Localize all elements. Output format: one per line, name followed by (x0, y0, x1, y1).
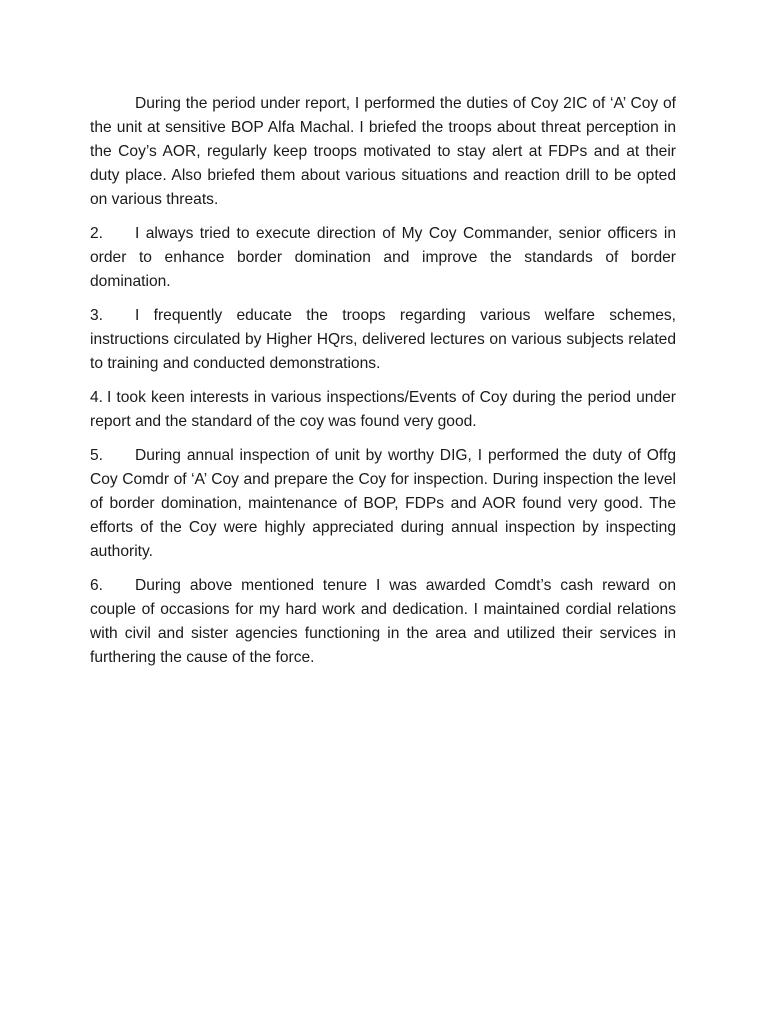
document-body (90, 92, 676, 680)
paragraph-3-number: 3. (90, 307, 104, 324)
paragraph-3 (90, 304, 676, 376)
paragraph-2-number: 2. (90, 225, 104, 242)
paragraph-4 (90, 386, 676, 434)
paragraph-5-text: During annual inspection of unit by worthy DIG, I performed the duty of Offg Coy Comdr of ‘A’ Coy and prepare the Coy for inspection. During inspection the level of border domination, maintenance of BOP, FDPs and AOR found very good. The efforts of the Coy were highly appreciated during annual inspection by inspecting authority. (90, 447, 676, 560)
paragraph-6 (90, 574, 676, 670)
paragraph-4-text: I took keen interests in various inspections/Events of Coy during the period under report and the standard of the coy was found very good. (90, 389, 676, 430)
paragraph-6-number: 6. (90, 577, 104, 594)
paragraph-2-text: I always tried to execute direction of My Coy Commander, senior officers in order to enhance border domination and improve the standards of border domination. (90, 225, 676, 290)
paragraph-1-text: During the period under report, I performed the duties of Coy 2IC of ‘A’ Coy of the unit at sensitive BOP Alfa Machal. I briefed the troops about threat perception in the Coy’s AOR, regularly keep troops motivated to stay alert at FDPs and at their duty place. Also briefed them about various situations and reaction drill to be opted on various threats. (90, 95, 676, 208)
paragraph-4-number: 4. (90, 389, 104, 406)
paragraph-6-text: During above mentioned tenure I was awarded Comdt’s cash reward on couple of occasions for my hard work and dedication. I maintained cordial relations with civil and sister agencies functioning in the area and utilized their services in furthering the cause of the force. (90, 577, 676, 666)
paragraph-2 (90, 222, 676, 294)
paragraph-5 (90, 444, 676, 564)
paragraph-3-text: I frequently educate the troops regarding various welfare schemes, instructions circulated by Higher HQrs, delivered lectures on various subjects related to training and conducted demonstrations. (90, 307, 676, 372)
paragraph-5-number: 5. (90, 447, 104, 464)
paragraph-1 (90, 92, 676, 212)
